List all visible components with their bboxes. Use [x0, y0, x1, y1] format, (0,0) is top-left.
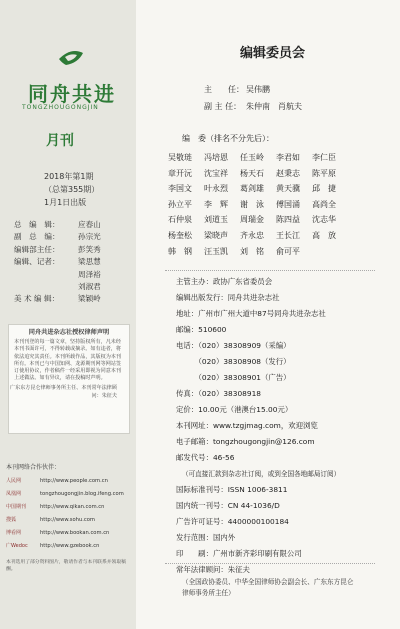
- chair-label: 主 任：: [204, 85, 244, 94]
- legal-counsel: 常年法律顾问：朱征夫: [176, 565, 250, 574]
- issue-date: 1月1日出版: [44, 198, 87, 207]
- vice-chair-label: 副 主 任：: [204, 102, 242, 111]
- partner-url[interactable]: http://www.bookan.com.cn: [40, 529, 110, 536]
- notice-signature: 广东东方昆仑律师事务所主任、本刊常年法律顾问：朱征夫: [10, 385, 117, 399]
- logo-pinyin: TONGZHOUGONGJIN: [22, 104, 99, 111]
- partner-logo: 中国期刊: [6, 504, 27, 510]
- pub-issn: 国际标准刊号：ISSN 1006-3811: [176, 485, 288, 494]
- divider: [165, 270, 375, 271]
- pub-publisher: 编辑出版发行：同舟共进杂志社: [176, 293, 280, 302]
- pub-cn: 国内统一刊号：CN 44-1036/D: [176, 501, 280, 510]
- pub-website[interactable]: 本刊网址：www.tzgjmag.com，欢迎浏览: [176, 421, 318, 430]
- pub-phone-3: （020）38308901（广告）: [176, 373, 291, 382]
- partner-url[interactable]: tongzhougongjin.blog.ifeng.com: [40, 490, 124, 497]
- issue-info: [44, 170, 99, 209]
- vice-chair-names: 朱仲南 肖航夫: [246, 102, 302, 111]
- staff-row: 编辑、记者： 梁思慧: [14, 257, 101, 267]
- pub-email[interactable]: 电子邮箱：tongzhougongjin@126.com: [176, 437, 315, 446]
- pub-address: 地址：广州市广州大道中87号同舟共进杂志社: [176, 309, 326, 318]
- notice-title: 同舟共进杂志社授权律师声明: [28, 329, 110, 336]
- pub-sponsor: 主管主办：政协广东省委员会: [176, 277, 273, 286]
- editorial-staff: [14, 219, 101, 306]
- notice-body: 本刊刊登的每一篇文章，坚持版权所有，凡未经本刊书面许可，不得转载或摘录。如有违者，将依法追究其责任。本刊所载作品，其版权为本刊所有。本刊已与中国知网、龙源期刊网等网站签订使用协议，作者稿件一经采用即视为同意本刊上述做法。如有异议，请在投稿时声明。: [14, 339, 121, 382]
- pub-fax: 传真：（020）38308918: [176, 389, 261, 398]
- partner-url[interactable]: http://www.people.com.cn: [40, 477, 108, 484]
- chair-name: 吴伟鹏: [246, 85, 270, 94]
- members-row: 吴敬琏 冯培恩 任玉岭 李君如 李仁臣: [168, 153, 336, 162]
- partner-url[interactable]: http://www.gzebook.cn: [40, 542, 100, 549]
- partner-row[interactable]: [6, 513, 132, 526]
- partner-logo: 广Wedoc: [6, 543, 28, 549]
- boat-logo-icon: [56, 45, 86, 69]
- members-grid: [168, 150, 348, 259]
- members-row: 石仲泉 刘道玉 周瑞金 陈四益 沈志华: [168, 215, 336, 225]
- members-heading: 编 委（排名不分先后）：: [182, 134, 274, 143]
- partner-url[interactable]: http://www.sohu.com: [40, 516, 95, 523]
- members-row: 章开沅 沈宝祥 杨天石 赵秉志 陈平原: [168, 168, 336, 178]
- partner-logo: 搜狐: [6, 517, 17, 523]
- pub-price: 定价：10.00元（港澳台15.00元）: [176, 405, 293, 414]
- monthly-label: 月刊: [46, 133, 74, 149]
- partner-row[interactable]: [6, 500, 132, 513]
- pub-mail-code: 邮发代号：46-56: [176, 453, 235, 462]
- pub-subscribe-note: （可直接汇款到杂志社订阅，或到全国各地邮局订阅）: [182, 470, 341, 478]
- staff-row: 编辑部主任： 彭笑秀: [14, 244, 101, 254]
- partner-logo: 博看网: [6, 530, 22, 536]
- logo-text: 同舟共进: [28, 82, 116, 106]
- members-row: 孙立平 李 辉 谢 泳 傅国涌 高尚全: [168, 199, 336, 209]
- partner-row[interactable]: [6, 526, 132, 539]
- partner-logo: 人民网: [6, 478, 22, 484]
- staff-row: 美 术 编 辑： 梁颖岭: [14, 294, 101, 304]
- members-row: 韩 钢 汪玉凯 刘 铭 俞可平: [168, 246, 300, 256]
- image-disclaimer: 本刊选用了部分资料图片，敬请作者与本刊联系并领取稿酬。: [6, 560, 126, 572]
- staff-row: 副 总 编： 孙宗光: [14, 232, 101, 242]
- pub-printer: 印 刷：广州市新齐彩印刷有限公司: [176, 549, 302, 558]
- pub-phone-1: 电话：（020）38308909（采编）: [176, 341, 291, 350]
- partner-url[interactable]: http://www.qikan.com.cn: [40, 503, 105, 510]
- members-row: 李国文 叶永烈 葛剑雄 黄天骥 邱 捷: [168, 184, 336, 194]
- left-panel: [0, 0, 136, 629]
- page-title: 编辑委员会: [240, 46, 306, 61]
- partners-title: 本刊网络合作伙伴：: [6, 464, 61, 471]
- partners-list: [6, 462, 132, 572]
- issue-number: 2018年第1期: [44, 172, 94, 181]
- staff-row: 总 编 辑： 应春山: [14, 220, 101, 229]
- partner-row[interactable]: [6, 487, 132, 500]
- pub-phone-2: （020）38308908（发行）: [176, 357, 291, 366]
- pub-postcode: 邮编：510600: [176, 325, 227, 334]
- copyright-notice: [8, 324, 130, 434]
- counsel-note: （全国政协委员、中华全国律师协会副会长、广东东方昆仑 律师事务所主任）: [182, 578, 354, 597]
- pub-distribution: 发行范围：国内外: [176, 533, 236, 542]
- staff-row: 刘淑君: [78, 282, 101, 292]
- staff-row: 周泽裕: [78, 269, 101, 279]
- members-row: 杨奎松 梁晓声 齐永忠 王长江 高 放: [168, 230, 336, 240]
- pub-ad-license: 广告许可证号：4400000100184: [176, 517, 289, 526]
- issue-total: （总第355期）: [44, 185, 100, 194]
- partner-logo: 凤凰网: [6, 491, 22, 497]
- partner-row[interactable]: [6, 539, 132, 552]
- partner-row[interactable]: [6, 474, 132, 487]
